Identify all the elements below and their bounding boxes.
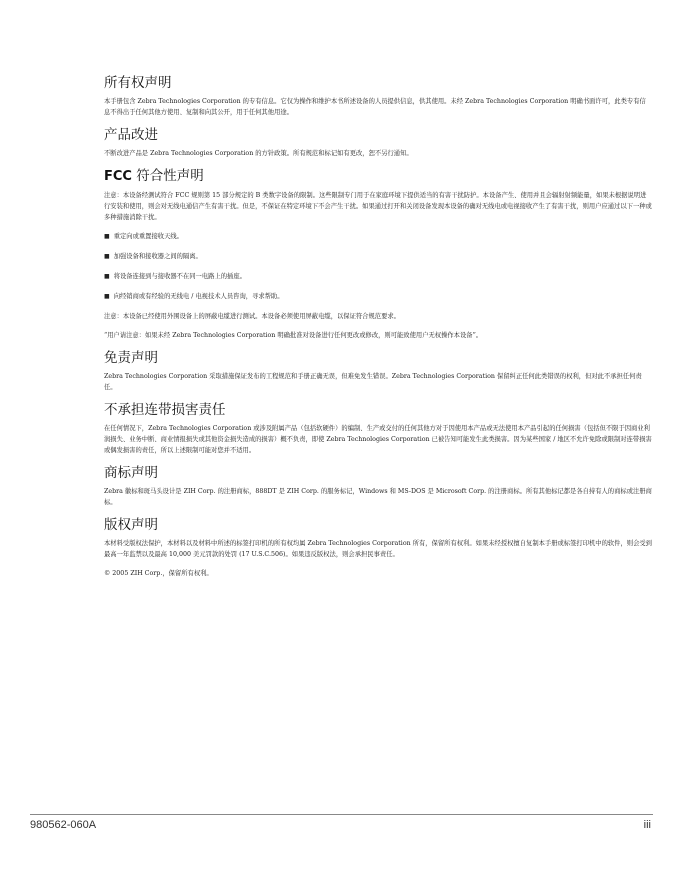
section-heading-improvements: 产品改进 [104,127,158,143]
fcc-text: 注意：本设备经测试符合 FCC 规则第 15 部分规定的 B 类数字设备的限制。这些限制专门用于在家庭环境下提供适当的有害干扰防护。本设备产生、使用并且会辐射射频能量，如果未根据说明进行安装和使用，则会对无线电通信产生有害干扰。但是，不保证在特定环境下不会产生干扰。如果通过打开和关闭设备发现本设备的确对无线电或电视接收产生了有害干扰，则用户应通过以下一种或多种措施消除干扰。 [104,192,652,221]
section-heading-liability: 不承担连带损害责任 [104,402,226,418]
list-item [104,291,652,302]
list-item [104,231,652,242]
fcc-section [104,167,652,341]
improvements-text: 不断改进产品是 Zebra Technologies Corporation 的方针政策。所有规范和标记如有更改，恕不另行通知。 [104,150,413,157]
liability-section [104,401,652,456]
fcc-title-rest: 符合性声明 [131,168,204,184]
section-heading-fcc [104,167,652,186]
bullet-square-icon: ■ [104,253,110,260]
trademarks-section [104,464,652,508]
bullet-text: 重定向或重置接收天线。 [113,233,183,240]
fcc-note-shielded-cable: 注意：本设备已经使用外围设备上的屏蔽电缆进行测试。本设备必须使用屏蔽电缆，以保证符合规范要求。 [104,313,400,320]
disclaimer-text: Zebra Technologies Corporation 采取措施保证发布的工程规范和手册正确无误，但难免发生错误。Zebra Technologies Corporation 保留纠正任何此类错误的权利，但对此不承担任何责任。 [104,373,642,391]
section-heading-proprietary: 所有权声明 [104,75,172,91]
bullet-square-icon: ■ [104,233,110,240]
bullet-text: 向经销商或有经验的无线电 / 电视技术人员咨询，寻求帮助。 [113,293,284,300]
bullet-square-icon: ■ [104,273,110,280]
copyright-notice: © 2005 ZIH Corp.，保留所有权利。 [104,570,213,577]
section-heading-copyright: 版权声明 [104,517,158,533]
list-item [104,251,652,262]
proprietary-text: 本手册包含 Zebra Technologies Corporation 的专有信息。它仅为操作和维护本书所述设备的人员提供信息，供其使用。未经 Zebra Technologies Corporation 明确书面许可，此类专有信息不得出于任何其他方使用、复制和向其公开，用于任何其他用途。 [104,98,646,116]
disclaimer-section [104,349,652,393]
section-heading-trademarks: 商标声明 [104,465,158,481]
liability-text: 在任何情况下，Zebra Technologies Corporation 或涉及附属产品（包括软硬件）的编制、生产或交付的任何其他方对于因使用本产品或无法使用本产品引起的任何损害（包括但不限于因商业利润损失、业务中断、商业情报损失或其他资金损失造成的损害）概不负责，即使 Zebra Technologies Corporation 已被告知可能发生此类损害。因为某些国家 / 地区不允许免除或限制对连带损害或偶发损害的责任，所以上述限制可能对您并不适用。 [104,425,652,454]
proprietary-section [104,74,652,118]
improvements-section [104,126,652,159]
bullet-square-icon: ■ [104,293,110,300]
bullet-text: 将设备连接到与接收器不在同一电路上的插座。 [113,273,246,280]
document-body [104,74,652,587]
copyright-text: 本材料受版权法保护，本材料以及材料中所述的标签打印机的所有权均属 Zebra Technologies Corporation 所有，保留所有权利。如果未经授权擅自复制本手册或标签打印机中的软件，则会受到最高一年监禁以及最高 10,000 美元罚款的处罚 (17 U.S.C.506)。如果违反版权法，则会承担民事责任。 [104,540,652,558]
bullet-text: 加强设备和接收器之间的隔离。 [113,253,202,260]
trademarks-text: Zebra 徽标和斑马头设计是 ZIH Corp. 的注册商标，888DT 是 ZIH Corp. 的服务标记，Windows 和 MS-DOS 是 Microsoft Corp. 的注册商标。所有其他标记都是各自持有人的商标或注册商标。 [104,488,652,506]
fcc-label: FCC [104,169,132,184]
page-number: iii [643,819,651,831]
list-item [104,271,652,282]
document-number: 980562-060A [30,819,97,831]
copyright-section [104,516,652,579]
page-footer [30,814,653,831]
fcc-note-user: “用户请注意：如果未经 Zebra Technologies Corporation 明确批准对设备进行任何更改或修改，则可能致使用户无权操作本设备”。 [104,332,483,339]
section-heading-disclaimer: 免责声明 [104,350,158,366]
